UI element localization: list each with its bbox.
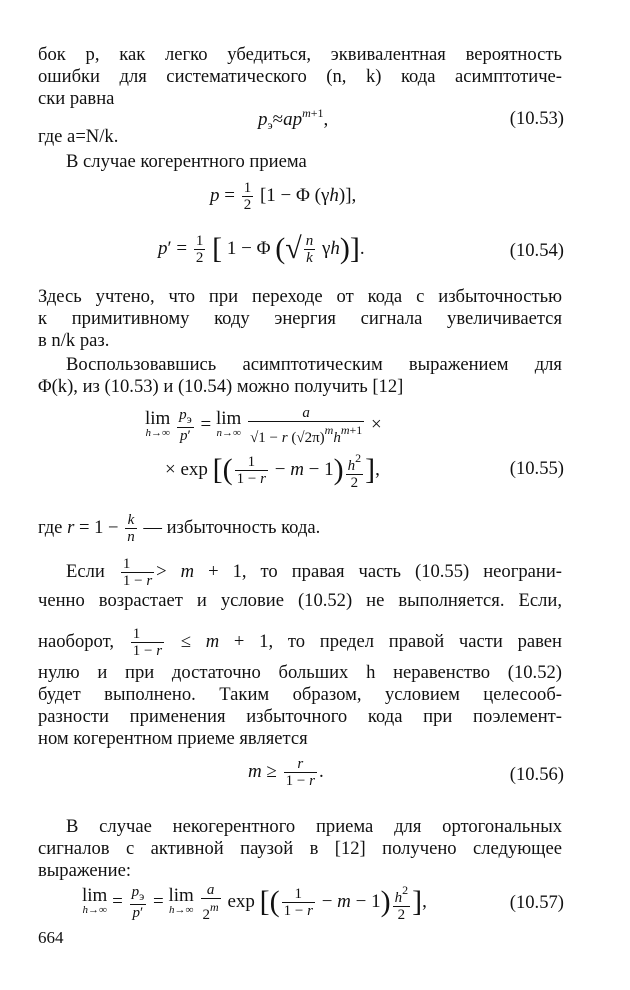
equation-number: (10.57) bbox=[509, 892, 564, 913]
paragraph-line: нулю и при достаточно больших h неравенство (10.52) bbox=[38, 662, 562, 683]
paragraph-line: сигналов с активной паузой в [12] получено следующее bbox=[38, 838, 562, 859]
paragraph-line: ном когерентном приеме является bbox=[38, 728, 308, 749]
equation-10-55-line1: lim h→∞ $\frac{p_э}{p'}$ = lim n→∞ $\frac{a}{√1 - r (√2\pi)^mh^{m+1}}$ × bbox=[145, 405, 382, 446]
page-number: 664 bbox=[38, 928, 64, 947]
paragraph-line: наоборот, $\frac{1}{1 - r}$ ≤ m + 1, то предел правой части равен bbox=[38, 626, 562, 659]
paragraph-line: будет выполнено. Таким образом, условием целесооб- bbox=[38, 684, 562, 705]
paragraph-line: В случае некогерентного приема для ортогональных bbox=[66, 816, 562, 837]
paragraph-line: разности применения избыточного кода при поэлемент- bbox=[38, 706, 562, 727]
paragraph-line: где a=N/k. bbox=[38, 126, 119, 147]
equation-10-57: lim h→∞ = $\frac{p_э}{p'}$ = lim h→∞ $\frac{a}{2^m}$ exp [( $\frac{1}{1 - r}$ − m − 1) $\frac{h^2}{2}$ ], bbox=[82, 882, 427, 923]
equation-number: (10.53) bbox=[509, 108, 564, 129]
equation-10-56: m ≥ $\frac{r}{1 - r}$ . bbox=[248, 756, 324, 789]
equation-10-55-line2: × exp [( $\frac{1}{1 - r}$ − m − 1) $\frac{h^2}{2}$ ], bbox=[165, 451, 380, 491]
paragraph-line: в n/k раз. bbox=[38, 330, 110, 351]
equation-number: (10.54) bbox=[509, 240, 564, 261]
equation-10-53: $p_э\approx ap^{m+1}$, bbox=[258, 106, 329, 132]
paragraph-line: где r = 1 − $\frac{k}{n}$ — избыточность кода. bbox=[38, 512, 321, 545]
paragraph-line: ски равна bbox=[38, 88, 115, 109]
equation-p: p = $\frac{1}{2}$ [1 − Φ (γh)], bbox=[210, 180, 357, 213]
paragraph-line: Здесь учтено, что при переходе от кода с избыточностью bbox=[38, 286, 562, 307]
paragraph-line: выражение: bbox=[38, 860, 131, 881]
paragraph-line: Воспользовавшись асимптотическим выражением для bbox=[66, 354, 562, 375]
paragraph-line: бок p, как легко убедиться, эквивалентная вероятность bbox=[38, 44, 562, 65]
paragraph-line: ошибки для систематического (n, k) кода асимптотиче- bbox=[38, 66, 562, 87]
paragraph-line: Φ(k), из (10.53) и (10.54) можно получить [12] bbox=[38, 376, 404, 397]
paragraph-line: В случае когерентного приема bbox=[66, 151, 307, 172]
paragraph-line: ченно возрастает и условие (10.52) не выполняется. Если, bbox=[38, 590, 562, 611]
equation-10-54: p′ = $\frac{1}{2}$ [ 1 − Φ (√ $\frac{n}{k}$ γh)]. bbox=[158, 232, 365, 267]
equation-number: (10.56) bbox=[509, 764, 564, 785]
equation-number: (10.55) bbox=[509, 458, 564, 479]
paragraph-line: Если $\frac{1}{1 - r}$ > m + 1, то правая часть (10.55) неограни- bbox=[66, 556, 562, 589]
paragraph-line: к примитивному коду энергия сигнала увеличивается bbox=[38, 308, 562, 329]
